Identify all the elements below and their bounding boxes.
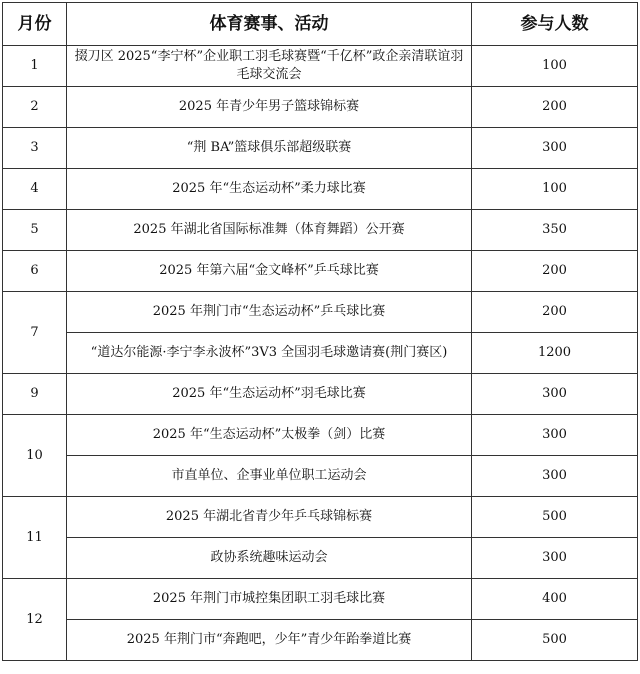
event-cell: 2025 年荆门市“生态运动杯”乒乓球比赛 [67,292,472,333]
count-cell: 300 [472,128,638,169]
count-cell: 1200 [472,333,638,374]
count-cell: 300 [472,538,638,579]
header-event: 体育赛事、活动 [67,3,472,46]
header-count: 参与人数 [472,3,638,46]
table-row [3,374,638,415]
table-row [3,87,638,128]
count-cell: 200 [472,292,638,333]
count-cell: 500 [472,497,638,538]
event-cell: 2025 年第六届“金文峰杯”乒乓球比赛 [67,251,472,292]
count-cell: 100 [472,46,638,87]
month-cell: 7 [3,292,67,374]
table-row [3,456,638,497]
month-cell: 1 [3,46,67,87]
month-cell: 12 [3,579,67,661]
table-row [3,497,638,538]
table-row [3,538,638,579]
event-cell: 2025 年荆门市城控集团职工羽毛球比赛 [67,579,472,620]
count-cell: 400 [472,579,638,620]
events-table [2,2,638,661]
count-cell: 100 [472,169,638,210]
event-cell: “道达尔能源·李宁李永波杯”3V3 全国羽毛球邀请赛(荆门赛区) [67,333,472,374]
month-cell: 2 [3,87,67,128]
count-cell: 300 [472,374,638,415]
count-cell: 300 [472,456,638,497]
count-cell: 500 [472,620,638,661]
event-cell: 2025 年“生态运动杯”太极拳（剑）比赛 [67,415,472,456]
table-row [3,46,638,87]
event-cell: “荆 BA”篮球俱乐部超级联赛 [67,128,472,169]
table-row [3,128,638,169]
month-cell: 3 [3,128,67,169]
month-cell: 4 [3,169,67,210]
table-row [3,579,638,620]
event-cell: 2025 年青少年男子篮球锦标赛 [67,87,472,128]
header-month: 月份 [3,3,67,46]
month-cell: 9 [3,374,67,415]
event-cell: 2025 年湖北省国际标准舞（体育舞蹈）公开赛 [67,210,472,251]
event-cell: 2025 年湖北省青少年乒乓球锦标赛 [67,497,472,538]
table-row [3,292,638,333]
month-cell: 5 [3,210,67,251]
count-cell: 300 [472,415,638,456]
event-cell: 掇刀区 2025“李宁杯”企业职工羽毛球赛暨“千亿杯”政企亲清联谊羽毛球交流会 [67,46,472,87]
event-cell: 政协系统趣味运动会 [67,538,472,579]
month-cell: 10 [3,415,67,497]
count-cell: 350 [472,210,638,251]
event-cell: 2025 年“生态运动杯”柔力球比赛 [67,169,472,210]
event-cell: 市直单位、企事业单位职工运动会 [67,456,472,497]
month-cell: 11 [3,497,67,579]
table-row [3,333,638,374]
month-cell: 6 [3,251,67,292]
count-cell: 200 [472,251,638,292]
table-row [3,415,638,456]
table-row [3,620,638,661]
table-row [3,210,638,251]
table-row [3,251,638,292]
header-row [3,3,638,46]
count-cell: 200 [472,87,638,128]
event-cell: 2025 年“生态运动杯”羽毛球比赛 [67,374,472,415]
table-row [3,169,638,210]
event-cell: 2025 年荆门市“奔跑吧，少年”青少年跆拳道比赛 [67,620,472,661]
